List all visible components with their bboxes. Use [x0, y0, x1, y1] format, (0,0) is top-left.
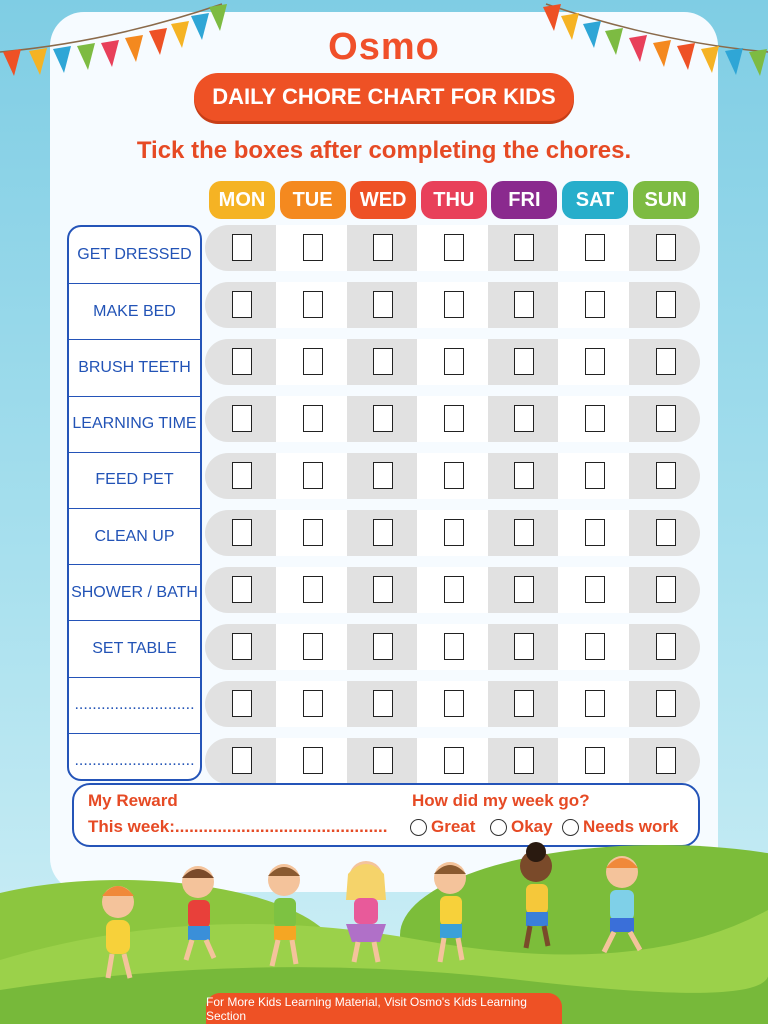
checkbox-fri[interactable]: [514, 690, 534, 717]
day-header-fri: FRI: [491, 181, 557, 219]
checkbox-mon[interactable]: [232, 633, 252, 660]
chore-label: MAKE BED: [69, 283, 200, 339]
checkbox-wed[interactable]: [373, 747, 393, 774]
checkbox-mon[interactable]: [232, 690, 252, 717]
checkbox-tue[interactable]: [303, 405, 323, 432]
option-needs-work[interactable]: [562, 817, 678, 837]
chore-label: SET TABLE: [69, 620, 200, 676]
checkbox-fri[interactable]: [514, 348, 534, 375]
instructions-text: Tick the boxes after completing the chores.: [136, 137, 632, 164]
checkbox-sat[interactable]: [585, 690, 605, 717]
checkbox-fri[interactable]: [514, 234, 534, 261]
checkbox-fri[interactable]: [514, 405, 534, 432]
checkbox-sun[interactable]: [656, 348, 676, 375]
chore-label: BRUSH TEETH: [69, 339, 200, 395]
chore-label: SHOWER / BATH: [69, 564, 200, 620]
checkbox-tue[interactable]: [303, 462, 323, 489]
chore-label: FEED PET: [69, 452, 200, 508]
checkbox-mon[interactable]: [232, 576, 252, 603]
checkbox-sat[interactable]: [585, 633, 605, 660]
radio-needs-work[interactable]: [562, 819, 579, 836]
checkbox-mon[interactable]: [232, 462, 252, 489]
checkbox-thu[interactable]: [444, 348, 464, 375]
day-header-sat: SAT: [562, 181, 628, 219]
checkbox-mon[interactable]: [232, 519, 252, 546]
radio-great[interactable]: [410, 819, 427, 836]
checkbox-wed[interactable]: [373, 291, 393, 318]
checkbox-tue[interactable]: [303, 576, 323, 603]
checkbox-tue[interactable]: [303, 348, 323, 375]
chore-labels-panel: [67, 225, 202, 781]
checkbox-thu[interactable]: [444, 576, 464, 603]
checkbox-thu[interactable]: [444, 405, 464, 432]
checkbox-tue[interactable]: [303, 633, 323, 660]
chore-label: GET DRESSED: [77, 246, 192, 263]
checkbox-fri[interactable]: [514, 747, 534, 774]
checkbox-sat[interactable]: [585, 348, 605, 375]
day-header-mon: MON: [209, 181, 275, 219]
checkbox-thu[interactable]: [444, 690, 464, 717]
checkbox-fri[interactable]: [514, 519, 534, 546]
checkbox-tue[interactable]: [303, 747, 323, 774]
checkbox-sun[interactable]: [656, 747, 676, 774]
option-okay[interactable]: [490, 817, 553, 837]
checkbox-thu[interactable]: [444, 291, 464, 318]
osmo-logo: Osmo: [328, 26, 440, 68]
checkbox-mon[interactable]: [232, 234, 252, 261]
option-needs-work-label: Needs work: [583, 817, 679, 836]
checkbox-wed[interactable]: [373, 405, 393, 432]
checkbox-thu[interactable]: [444, 519, 464, 546]
checkbox-sun[interactable]: [656, 234, 676, 261]
checkbox-sat[interactable]: [585, 747, 605, 774]
checkbox-sat[interactable]: [585, 519, 605, 546]
checkbox-sat[interactable]: [585, 462, 605, 489]
checkbox-sat[interactable]: [585, 576, 605, 603]
day-header-tue: TUE: [280, 181, 346, 219]
checkbox-mon[interactable]: [232, 747, 252, 774]
reward-label: My Reward: [88, 791, 178, 810]
checkbox-sun[interactable]: [656, 519, 676, 546]
checkbox-fri[interactable]: [514, 576, 534, 603]
checkbox-sun[interactable]: [656, 405, 676, 432]
checkbox-thu[interactable]: [444, 747, 464, 774]
checkbox-tue[interactable]: [303, 690, 323, 717]
checkbox-wed[interactable]: [373, 633, 393, 660]
day-header-wed: WED: [350, 181, 416, 219]
checkbox-tue[interactable]: [303, 519, 323, 546]
checkbox-mon[interactable]: [232, 291, 252, 318]
chore-label[interactable]: ...........................: [69, 677, 200, 733]
footer-banner[interactable]: For More Kids Learning Material, Visit Osmo's Kids Learning Section: [206, 993, 562, 1024]
checkbox-wed[interactable]: [373, 462, 393, 489]
page-title: DAILY CHORE CHART FOR KIDS: [194, 73, 574, 121]
checkbox-thu[interactable]: [444, 462, 464, 489]
checkbox-wed[interactable]: [373, 690, 393, 717]
chore-label: CLEAN UP: [69, 508, 200, 564]
radio-okay[interactable]: [490, 819, 507, 836]
chore-label: LEARNING TIME: [69, 396, 200, 452]
day-header-thu: THU: [421, 181, 487, 219]
checkbox-thu[interactable]: [444, 234, 464, 261]
checkbox-wed[interactable]: [373, 519, 393, 546]
checkbox-fri[interactable]: [514, 291, 534, 318]
checkbox-sun[interactable]: [656, 633, 676, 660]
week-question: How did my week go?: [412, 791, 590, 810]
checkbox-tue[interactable]: [303, 291, 323, 318]
option-okay-label: Okay: [511, 817, 553, 836]
chore-label[interactable]: ...........................: [69, 733, 200, 781]
checkbox-sun[interactable]: [656, 291, 676, 318]
option-great[interactable]: [410, 817, 475, 837]
checkbox-sun[interactable]: [656, 576, 676, 603]
checkbox-tue[interactable]: [303, 234, 323, 261]
checkbox-sun[interactable]: [656, 462, 676, 489]
day-header-sun: SUN: [633, 181, 699, 219]
checkbox-sat[interactable]: [585, 405, 605, 432]
checkbox-wed[interactable]: [373, 576, 393, 603]
checkbox-wed[interactable]: [373, 348, 393, 375]
reward-this-week-field[interactable]: This week:.............................................: [88, 817, 388, 836]
checkbox-sat[interactable]: [585, 234, 605, 261]
checkbox-mon[interactable]: [232, 405, 252, 432]
option-great-label: Great: [431, 817, 476, 836]
checkbox-sun[interactable]: [656, 690, 676, 717]
checkbox-fri[interactable]: [514, 462, 534, 489]
checkbox-sat[interactable]: [585, 291, 605, 318]
checkbox-thu[interactable]: [444, 633, 464, 660]
checkbox-fri[interactable]: [514, 633, 534, 660]
checkbox-wed[interactable]: [373, 234, 393, 261]
checkbox-mon[interactable]: [232, 348, 252, 375]
